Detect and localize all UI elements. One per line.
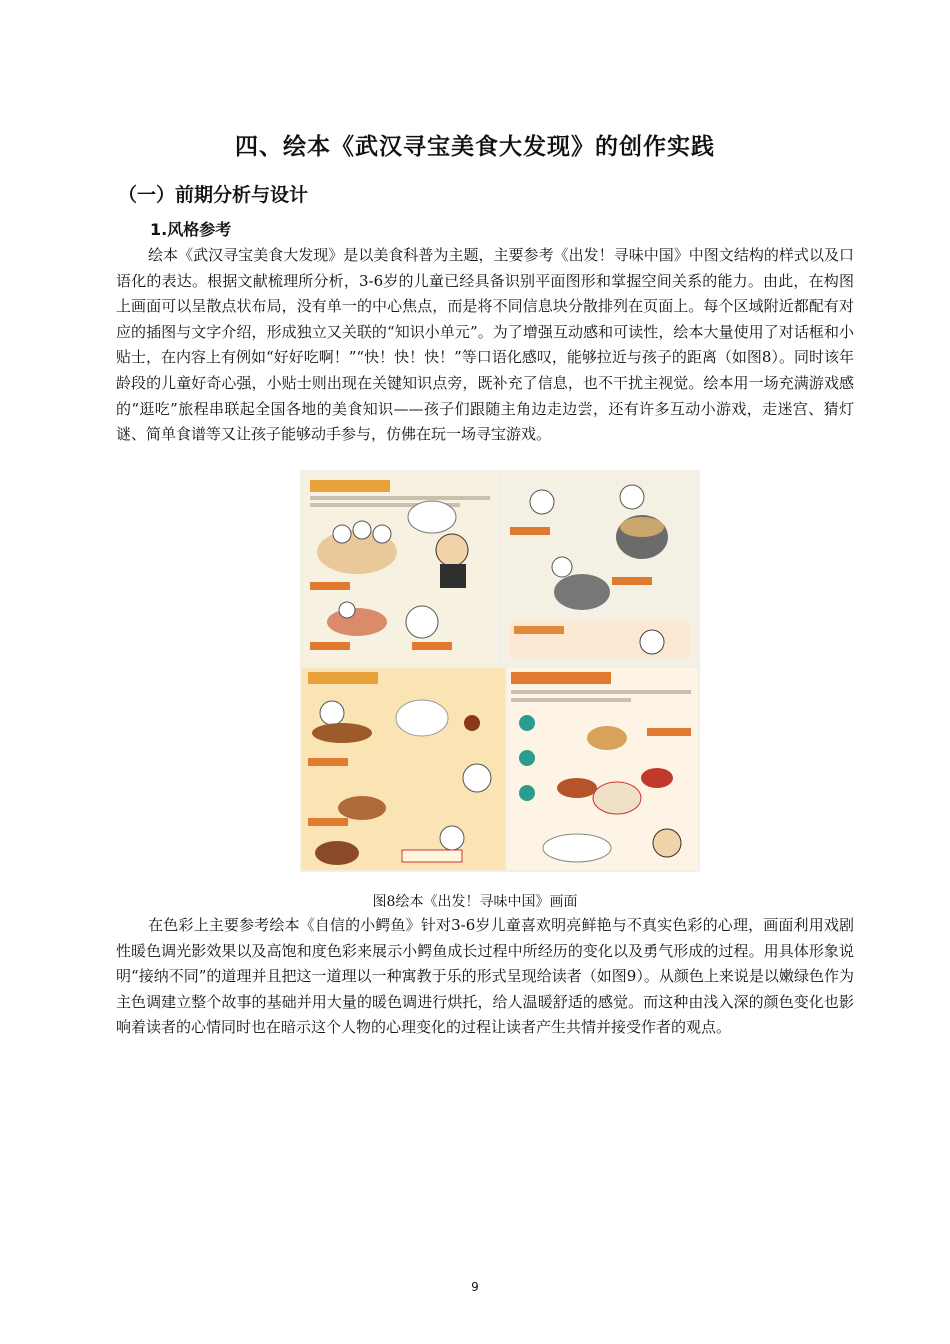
panel-artwork xyxy=(302,668,505,870)
body-paragraph-2-text: 在色彩上主要参考绘本《自信的小鳄鱼》针对3-6岁儿童喜欢明亮鲜艳与不真实色彩的心理，画面利用戏剧性暖色调光影效果以及高饱和度色彩来展示小鳄鱼成长过程中所经历的变化以及勇气形成的过程。用具体形象说明“接纳不同”的道理并且把这一道理以一种寓教于乐的形式呈现给读者（如图9）。从颜色上来说是以嫩绿色作为主色调建立整个故事的基础并用大量的暖色调进行烘托，给人温暖舒适的感觉。而这种由浅入深的颜色变化也影响着读者的心情同时也在暗示这个人物的心理变化的过程让读者产生共情并接受作者的观点。 xyxy=(116,916,854,1037)
page-title: 四、绘本《武汉寻宝美食大发现》的创作实践 xyxy=(235,134,715,160)
figure-8-illustration xyxy=(300,470,700,872)
subsection-heading: 1.风格参考 xyxy=(150,220,232,239)
figure-caption: 图8绘本《出发！寻味中国》画面 xyxy=(372,894,578,910)
panel-artwork xyxy=(502,472,698,666)
body-paragraph-1-text: 绘本《武汉寻宝美食大发现》是以美食科普为主题，主要参考《出发！寻味中国》中图文结构的样式以及口语化的表达。根据文献梳理所分析，3-6岁的儿童已经具备识别平面图形和掌握空间关系的能力。由此，在构图上画面可以呈散点状布局，没有单一的中心焦点，而是将不同信息块分散排列在页面上。每个区域附近都配有对应的插图与文字介绍，形成独立又关联的“知识小单元”。为了增强互动感和可读性，绘本大量使用了对话框和小贴士，在内容上有例如“好好吃啊！”“快！快！快！”等口语化感叹，能够拉近与孩子的距离（如图8）。同时该年龄段的儿童好奇心强，小贴士则出现在关键知识点旁，既补充了信息，也不干扰主视觉。绘本用一场充满游戏感的“逛吃”旅程串联起全国各地的美食知识——孩子们跟随主角边走边尝，还有许多互动小游戏，走迷宫、猜灯谜、简单食谱等又让孩子能够动手参与，仿佛在玩一场寻宝游戏。 xyxy=(116,246,854,444)
figure-panel-top-right xyxy=(502,472,698,666)
panel-artwork xyxy=(507,668,698,870)
panel-artwork xyxy=(302,472,498,666)
section-heading: （一）前期分析与设计 xyxy=(118,184,309,206)
body-paragraph-2 xyxy=(116,913,854,1041)
body-paragraph-1 xyxy=(116,243,854,448)
figure-panel-bottom-left xyxy=(302,668,505,870)
figure-panel-top-left xyxy=(302,472,498,666)
figure-panel-bottom-right xyxy=(507,668,698,870)
page-number: 9 xyxy=(471,1280,479,1294)
